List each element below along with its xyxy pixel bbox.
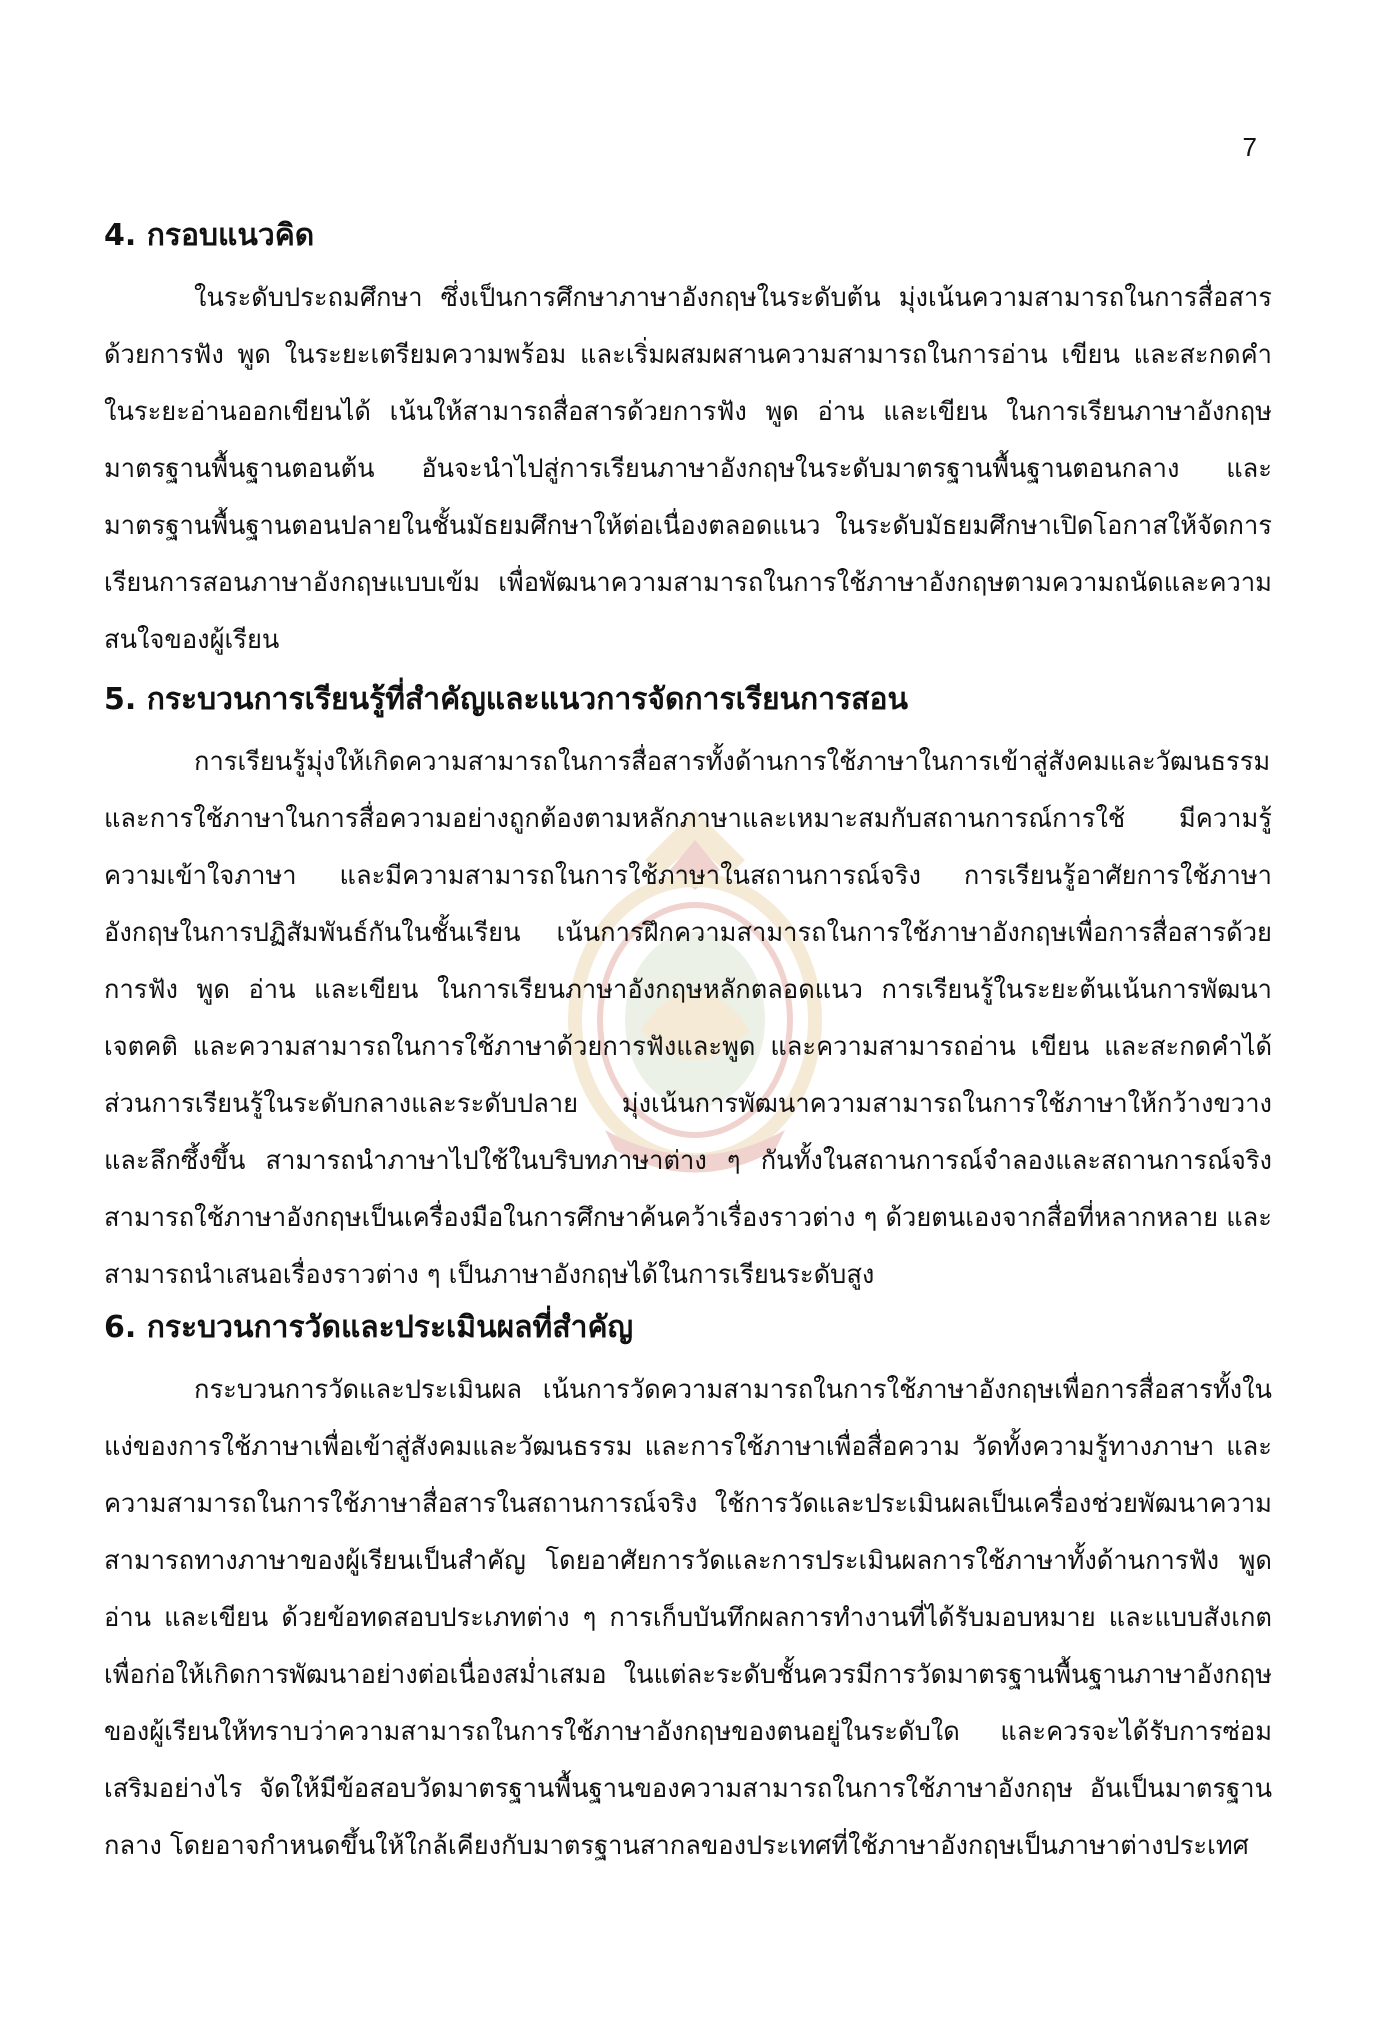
section-paragraph: ในระดับประถมศึกษา ซึ่งเป็นการศึกษาภาษาอังกฤษในระดับต้น มุ่งเน้นความสามารถในการสื่อสารด้วยการฟัง พูด ในระยะเตรียมความพร้อม และเริ่มผสมผสานความสามารถในการอ่าน เขียน และสะกดคำในระยะอ่านออกเขียนได้ เน้นให้สามารถสื่อสารด้วยการฟัง พูด อ่าน และเขียน ในการเรียนภาษาอังกฤษมาตรฐานพื้นฐานตอนต้น อันจะนำไปสู่การเรียนภาษาอังกฤษในระดับมาตรฐานพื้นฐานตอนกลาง และมาตรฐานพื้นฐานตอนปลายในชั้นมัธยมศึกษาให้ต่อเนื่องตลอดแนว ในระดับมัธยมศึกษาเปิดโอกาสให้จัดการเรียนการสอนภาษาอังกฤษแบบเข้ม เพื่อพัฒนาความสามารถในการใช้ภาษาอังกฤษตามความถนัดและความสนใจของผู้เรียน (104, 283, 1272, 655)
section-learning-process (104, 682, 1272, 1304)
section-framework (104, 218, 1272, 669)
section-heading: 5. กระบวนการเรียนรู้ที่สำคัญและแนวการจัดการเรียนการสอน (104, 682, 908, 717)
section-paragraph: กระบวนการวัดและประเมินผล เน้นการวัดความสามารถในการใช้ภาษาอังกฤษเพื่อการสื่อสารทั้งในแง่ของการใช้ภาษาเพื่อเข้าสู่สังคมและวัฒนธรรม และการใช้ภาษาเพื่อสื่อความ วัดทั้งความรู้ทางภาษา และความสามารถในการใช้ภาษาสื่อสารในสถานการณ์จริง ใช้การวัดและประเมินผลเป็นเครื่องช่วยพัฒนาความสามารถทางภาษาของผู้เรียนเป็นสำคัญ โดยอาศัยการวัดและการประเมินผลการใช้ภาษาทั้งด้านการฟัง พูด อ่าน และเขียน ด้วยข้อทดสอบประเภทต่าง ๆ การเก็บบันทึกผลการทำงานที่ได้รับมอบหมาย และแบบสังเกต เพื่อก่อให้เกิดการพัฒนาอย่างต่อเนื่องสม่ำเสมอ ในแต่ละระดับชั้นควรมีการวัดมาตรฐานพื้นฐานภาษาอังกฤษของผู้เรียนให้ทราบว่าความสามารถในการใช้ภาษาอังกฤษของตนอยู่ในระดับใด และควรจะได้รับการซ่อมเสริมอย่างไร จัดให้มีข้อสอบวัดมาตรฐานพื้นฐานของความสามารถในการใช้ภาษาอังกฤษ อันเป็นมาตรฐานกลาง โดยอาจกำหนดขึ้นให้ใกล้เคียงกับมาตรฐานสากลของประเทศที่ใช้ภาษาอังกฤษเป็นภาษาต่างประเทศ (104, 1375, 1272, 1861)
section-heading: 6. กระบวนการวัดและประเมินผลที่สำคัญ (104, 1310, 634, 1345)
section-heading: 4. กรอบแนวคิด (104, 218, 315, 253)
section-paragraph: การเรียนรู้มุ่งให้เกิดความสามารถในการสื่อสารทั้งด้านการใช้ภาษาในการเข้าสู่สังคมและวัฒนธรรม และการใช้ภาษาในการสื่อความอย่างถูกต้องตามหลักภาษาและเหมาะสมกับสถานการณ์การใช้ มีความรู้ความเข้าใจภาษา และมีความสามารถในการใช้ภาษาในสถานการณ์จริง การเรียนรู้อาศัยการใช้ภาษาอังกฤษในการปฏิสัมพันธ์กันในชั้นเรียน เน้นการฝึกความสามารถในการใช้ภาษาอังกฤษเพื่อการสื่อสารด้วยการฟัง พูด อ่าน และเขียน ในการเรียนภาษาอังกฤษหลักตลอดแนว การเรียนรู้ในระยะต้นเน้นการพัฒนาเจตคติ และความสามารถในการใช้ภาษาด้วยการฟังและพูด และความสามารถอ่าน เขียน และสะกดคำได้ ส่วนการเรียนรู้ในระดับกลางและระดับปลาย มุ่งเน้นการพัฒนาความสามารถในการใช้ภาษาให้กว้างขวางและลึกซึ้งขึ้น สามารถนำภาษาไปใช้ในบริบทภาษาต่าง ๆ กันทั้งในสถานการณ์จำลองและสถานการณ์จริง สามารถใช้ภาษาอังกฤษเป็นเครื่องมือในการศึกษาค้นคว้าเรื่องราวต่าง ๆ ด้วยตนเองจากสื่อที่หลากหลาย และสามารถนำเสนอเรื่องราวต่าง ๆ เป็นภาษาอังกฤษได้ในการเรียนระดับสูง (104, 747, 1272, 1290)
page-number: 7 (1242, 132, 1257, 162)
section-assessment (104, 1310, 1272, 1875)
